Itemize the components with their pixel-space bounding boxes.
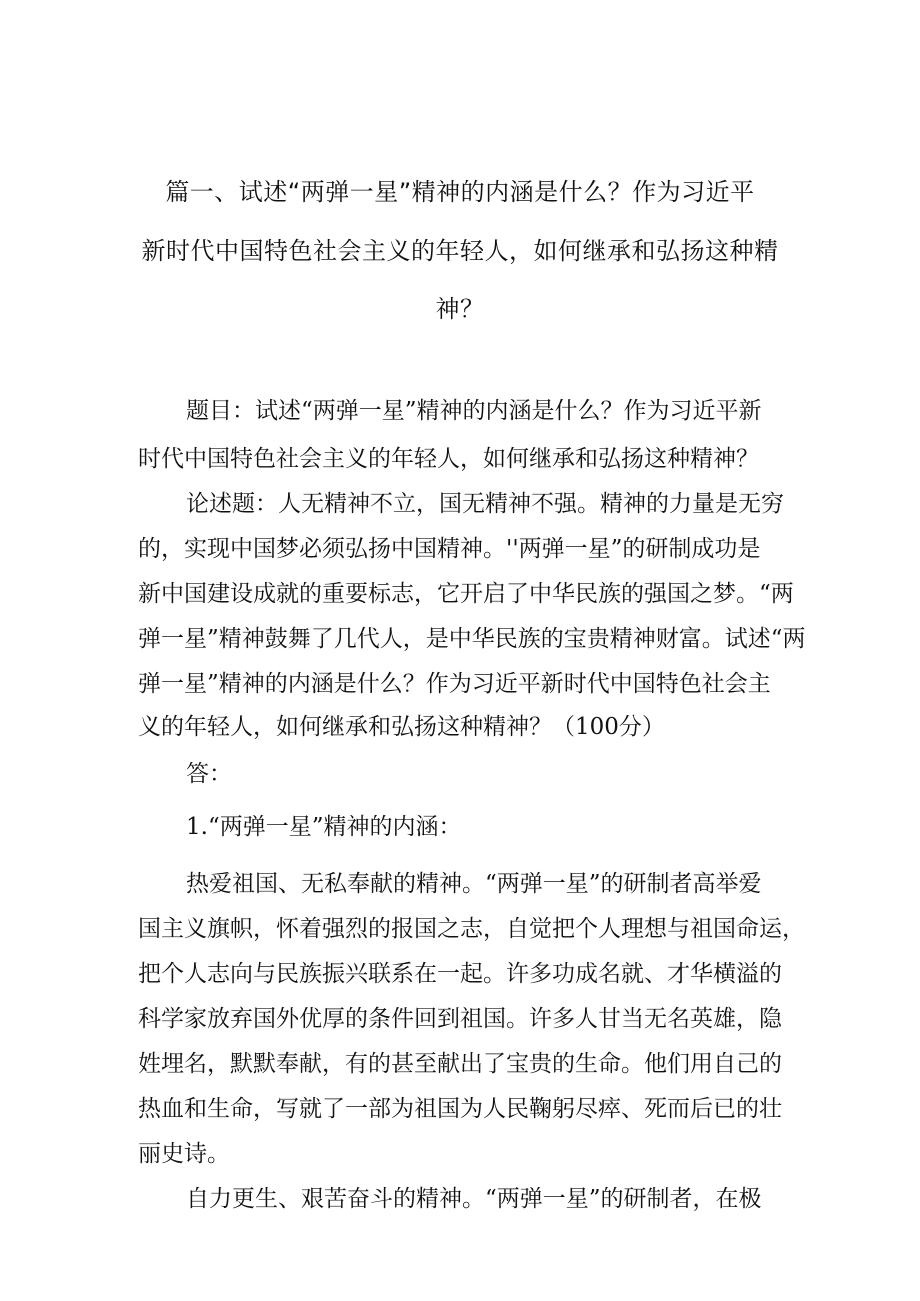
paragraph-1-line-5: 姓埋名，默默奉献，有的甚至献出了宝贵的生命。他们用自己的 xyxy=(138,1051,782,1077)
paragraph-1-line-1: 热爱祖国、无私奉献的精神。“两弹一星”的研制者高举爱 xyxy=(186,871,762,897)
essay-prompt-line-1: 论述题：人无精神不立，国无精神不强。精神的力量是无穷 xyxy=(186,491,784,517)
paragraph-1-line-2: 国主义旗帜，怀着强烈的报国之志，自觉把个人理想与祖国命运， xyxy=(138,916,805,942)
paragraph-1-line-6: 热血和生命，写就了一部为祖国为人民鞠躬尽瘁、死而后已的壮 xyxy=(138,1096,782,1122)
essay-prompt-line-5: 弹一星”精神的内涵是什么？作为习近平新时代中国特色社会主 xyxy=(138,671,771,697)
essay-prompt-line-2: 的，实现中国梦必须弘扬中国精神。''两弹一星”的研制成功是 xyxy=(138,536,761,562)
question-line-2: 时代中国特色社会主义的年轻人，如何继承和弘扬这种精神？ xyxy=(138,446,759,472)
question-line-1: 题目：试述“两弹一星”精神的内涵是什么？作为习近平新 xyxy=(186,398,762,424)
paragraph-1-line-4: 科学家放弃国外优厚的条件回到祖国。许多人甘当无名英雄，隐 xyxy=(138,1006,782,1032)
paragraph-1-line-7: 丽史诗。 xyxy=(138,1141,230,1167)
essay-prompt-line-4: 弹一星”精神鼓舞了几代人，是中华民族的宝贵精神财富。试述“两 xyxy=(138,626,806,652)
document-title-line-2: 新时代中国特色社会主义的年轻人，如何继承和弘扬这种精 xyxy=(141,237,779,265)
answer-label: 答： xyxy=(186,761,232,787)
section-heading: 1.“两弹一星”精神的内涵： xyxy=(186,814,462,840)
paragraph-2-line-1: 自力更生、艰苦奋斗的精神。“两弹一星”的研制者，在极 xyxy=(186,1186,762,1212)
paragraph-1-line-3: 把个人志向与民族振兴联系在一起。许多功成名就、才华横溢的 xyxy=(138,961,782,987)
essay-prompt-line-6: 义的年轻人，如何继承和弘扬这种精神？（100分） xyxy=(138,714,665,740)
document-title-line-1: 篇一、试述“两弹一星”精神的内涵是什么？作为习近平 xyxy=(165,178,755,206)
essay-prompt-line-3: 新中国建设成就的重要标志，它开启了中华民族的强国之梦。“两 xyxy=(138,581,794,607)
document-title-line-3: 神？ xyxy=(435,295,485,323)
